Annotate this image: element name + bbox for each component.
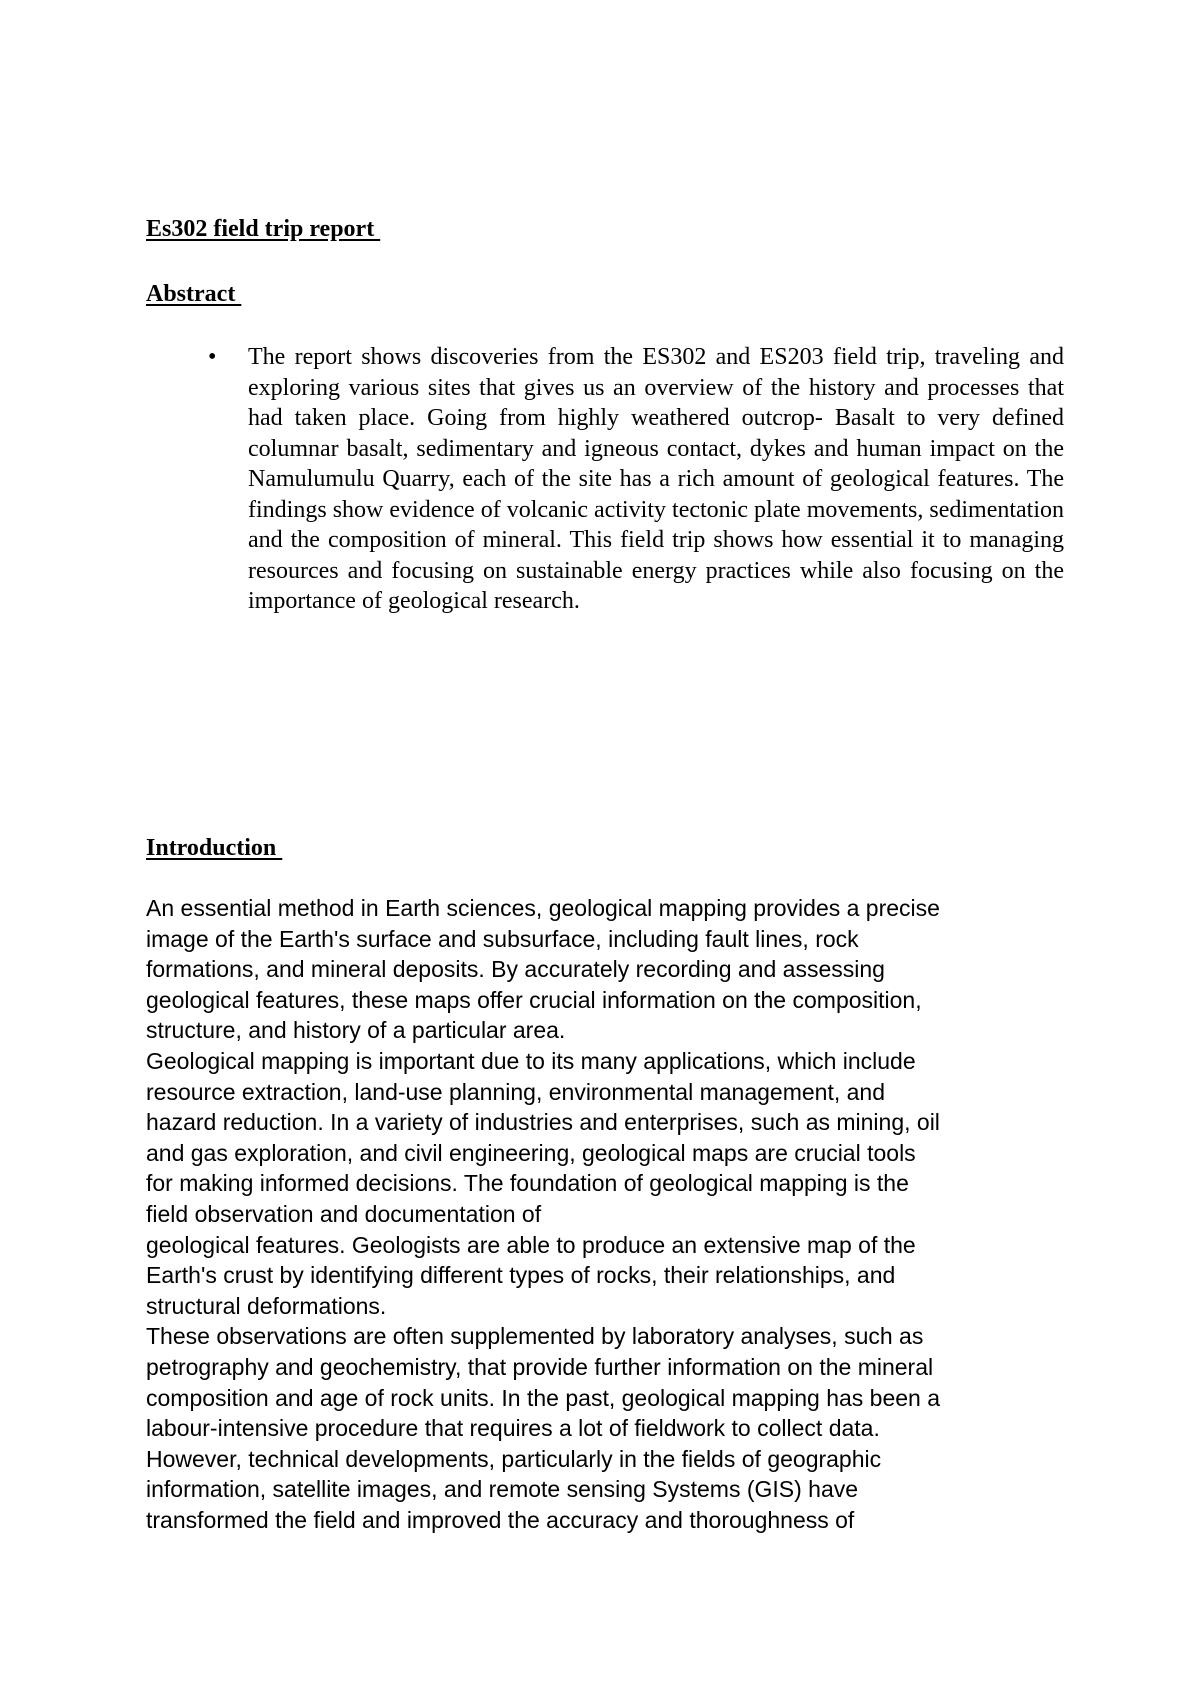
abstract-heading: Abstract <box>146 281 242 307</box>
introduction-heading: Introduction <box>146 835 283 861</box>
bullet-icon: • <box>208 344 217 370</box>
introduction-line: petrography and geochemistry, that provide further information on the mineral <box>146 1353 934 1380</box>
introduction-line: transformed the field and improved the accuracy and thoroughness of <box>146 1506 855 1533</box>
introduction-line: and gas exploration, and civil engineering, geological maps are crucial tools <box>146 1139 916 1166</box>
introduction-line: These observations are often supplemented by laboratory analyses, such as <box>146 1323 924 1350</box>
introduction-line: An essential method in Earth sciences, geological mapping provides a precise <box>146 895 940 921</box>
introduction-line: However, technical developments, particularly in the fields of geographic <box>146 1445 882 1472</box>
introduction-line: labour-intensive procedure that requires a lot of fieldwork to collect data. <box>146 1415 880 1442</box>
introduction-line: Earth's crust by identifying different types of rocks, their relationships, and <box>146 1262 896 1289</box>
document-title: Es302 field trip report <box>146 216 381 242</box>
introduction-line: field observation and documentation of <box>146 1200 542 1227</box>
introduction-line: Geological mapping is important due to its many applications, which include <box>146 1047 916 1074</box>
introduction-line: information, satellite images, and remote sensing Systems (GIS) have <box>146 1476 859 1503</box>
introduction-line: structural deformations. <box>146 1292 387 1319</box>
introduction-line: geological features. Geologists are able to produce an extensive map of the <box>146 1231 916 1258</box>
introduction-line: resource extraction, land-use planning, environmental management, and <box>146 1078 885 1105</box>
introduction-line: for making informed decisions. The foundation of geological mapping is the <box>146 1170 909 1197</box>
abstract-paragraph: The report shows discoveries from the ES302 and ES203 field trip, traveling and exploring various sites that gives us an overview of the history and processes that had taken place. Going from highly weathered outcrop- Basalt to very defined columnar basalt, sedimentary and igneous contact, dykes and human impact on the Namulumulu Quarry, each of the site has a rich amount of geological features. The findings show evidence of volcanic activity tectonic plate movements, sedimentation and the composition of mineral. This field trip shows how essential it to managing resources and focusing on sustainable energy practices while also focusing on the importance of geological research. <box>248 344 1064 614</box>
introduction-line: structure, and history of a particular area. <box>146 1017 566 1044</box>
introduction-body <box>146 893 1086 1535</box>
introduction-line: formations, and mineral deposits. By accurately recording and assessing <box>146 956 885 983</box>
introduction-line: geological features, these maps offer crucial information on the composition, <box>146 986 922 1013</box>
introduction-line: composition and age of rock units. In the past, geological mapping has been a <box>146 1384 941 1411</box>
introduction-line: hazard reduction. In a variety of industries and enterprises, such as mining, oil <box>146 1109 940 1136</box>
introduction-line: image of the Earth's surface and subsurface, including fault lines, rock <box>146 925 859 952</box>
